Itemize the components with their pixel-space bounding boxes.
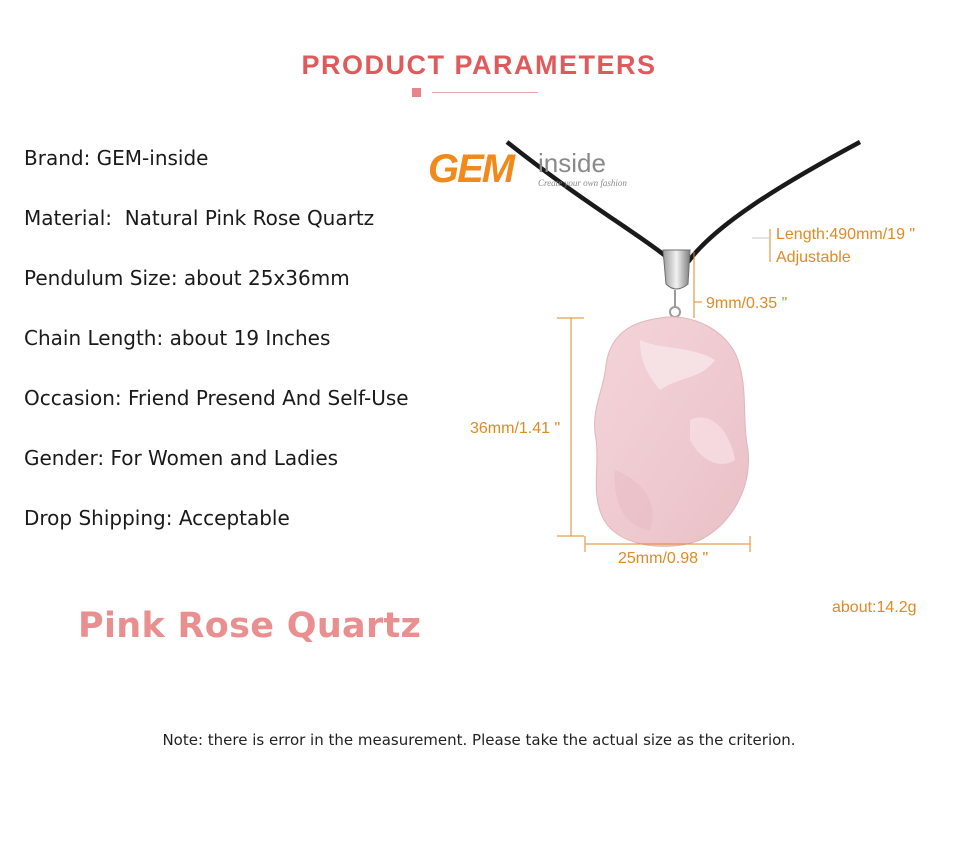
product-name: Pink Rose Quartz <box>78 606 422 646</box>
pendant-bail <box>663 250 690 289</box>
necklace-cord-right <box>688 142 860 262</box>
param-drop-shipping: Drop Shipping: Acceptable <box>24 506 290 530</box>
measurement-note: Note: there is error in the measurement. Please take the actual size as the criterion. <box>162 731 796 749</box>
param-chain-length: Chain Length: about 19 Inches <box>24 326 331 350</box>
param-gender: Gender: For Women and Ladies <box>24 446 339 470</box>
weight-label: about:14.2g <box>832 599 917 616</box>
gem-inside-logo <box>428 148 638 194</box>
height-label: 36mm/1.41 " <box>470 420 561 437</box>
logo-slogan: Create your own fashion <box>538 178 627 188</box>
logo-mark: GEM <box>428 147 514 191</box>
param-occasion: Occasion: Friend Presend And Self-Use <box>24 386 409 410</box>
chain-length-label: Length:490mm/19 " <box>776 226 916 243</box>
logo-suffix: inside <box>538 148 606 178</box>
width-label: 25mm/0.98 " <box>618 550 709 567</box>
chain-adjustable-label: Adjustable <box>776 249 851 266</box>
param-brand: Brand: GEM-inside <box>24 146 209 170</box>
bail-size-label: 9mm/0.35 " <box>706 295 788 312</box>
bail-ring <box>670 307 680 317</box>
param-material: Material: Natural Pink Rose Quartz <box>24 206 375 230</box>
param-pendulum-size: Pendulum Size: about 25x36mm <box>24 266 350 290</box>
section-title: PRODUCT PARAMETERS <box>301 50 657 80</box>
